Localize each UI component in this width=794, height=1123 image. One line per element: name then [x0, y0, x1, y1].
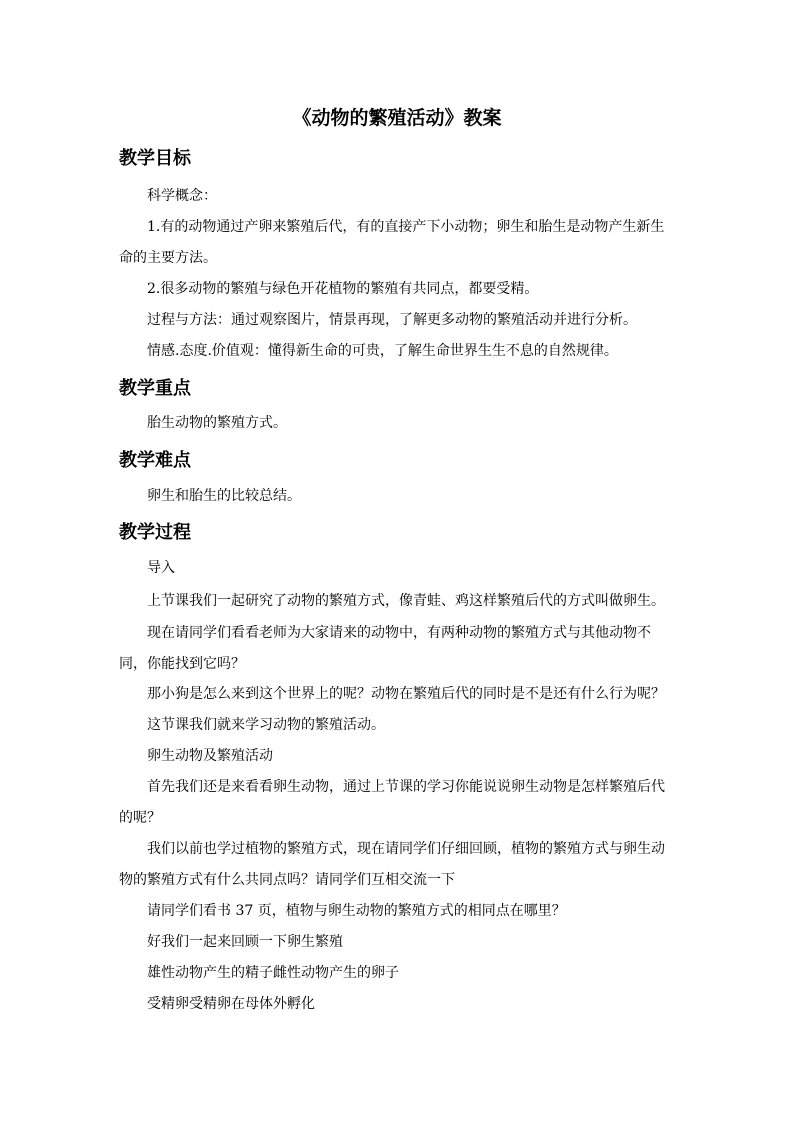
paragraph: 现在请同学们看看老师为大家请来的动物中，有两种动物的繁殖方式与其他动物不同，你能找到它吗？ [119, 625, 651, 672]
paragraph: 卵生和胎生的比较总结。 [147, 488, 301, 504]
paragraph: 雄性动物产生的精子雌性动物产生的卵子 [147, 965, 399, 981]
section-heading-objectives: 教学目标 [119, 148, 191, 169]
paragraph: 科学概念： [147, 188, 217, 204]
paragraph: 我们以前也学过植物的繁殖方式，现在请同学们仔细回顾，植物的繁殖方式与卵生动物的繁殖方式有什么共同点吗？请同学们互相交流一下 [119, 841, 665, 888]
paragraph: 过程与方法：通过观察图片，情景再现，了解更多动物的繁殖活动并进行分析。 [147, 312, 637, 328]
paragraph: 2.很多动物的繁殖与绿色开花植物的繁殖有共同点，都要受精。 [147, 281, 539, 297]
paragraph: 这节课我们就来学习动物的繁殖活动。 [147, 717, 385, 733]
section-heading-process: 教学过程 [119, 522, 191, 543]
section-heading-difficulties: 教学难点 [119, 450, 191, 471]
paragraph: 1.有的动物通过产卵来繁殖后代，有的直接产下小动物；卵生和胎生是动物产生新生命的主要方法。 [119, 219, 665, 266]
paragraph: 请同学们看书 37 页，植物与卵生动物的繁殖方式的相同点在哪里？ [147, 903, 566, 919]
paragraph: 导入 [147, 560, 175, 576]
paragraph: 好我们一起来回顾一下卵生繁殖 [147, 934, 343, 950]
paragraph: 首先我们还是来看看卵生动物，通过上节课的学习你能说说卵生动物是怎样繁殖后代的呢？ [119, 779, 665, 826]
paragraph: 胎生动物的繁殖方式。 [147, 415, 287, 431]
paragraph: 卵生动物及繁殖活动 [147, 748, 273, 764]
paragraph: 那小狗是怎么来到这个世界上的呢？动物在繁殖后代的同时是不是还有什么行为呢？ [147, 686, 665, 702]
section-heading-key-points: 教学重点 [119, 378, 191, 399]
paragraph: 受精卵受精卵在母体外孵化 [147, 996, 315, 1012]
document-title: 《动物的繁殖活动》教案 [292, 107, 502, 129]
paragraph: 情感.态度.价值观：懂得新生命的可贵，了解生命世界生生不息的自然规律。 [147, 343, 618, 359]
paragraph: 上节课我们一起研究了动物的繁殖方式，像青蛙、鸡这样繁殖后代的方式叫做卵生。 [147, 593, 665, 609]
